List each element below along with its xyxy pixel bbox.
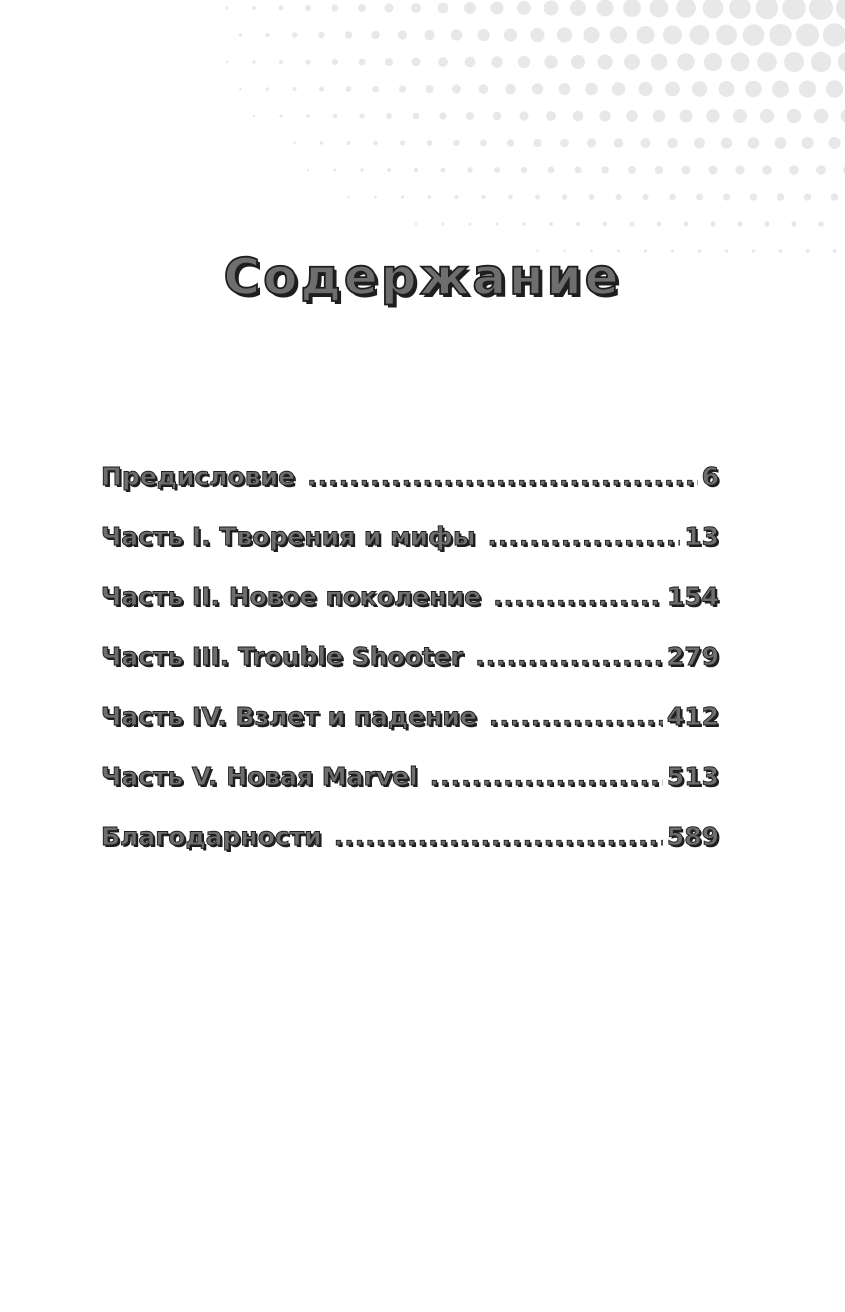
halftone-dot (571, 55, 585, 69)
halftone-dot (603, 222, 607, 226)
halftone-dot (782, 0, 805, 20)
halftone-dot (400, 140, 405, 145)
halftone-dot (546, 111, 556, 121)
halftone-dot (784, 52, 804, 72)
halftone-dot (373, 141, 378, 146)
halftone-dot (265, 33, 269, 37)
halftone-dot (597, 0, 614, 16)
toc-dot-leader (307, 462, 698, 491)
halftone-dot (507, 139, 514, 146)
halftone-dot (716, 25, 737, 46)
halftone-dot (804, 193, 812, 201)
halftone-dot (682, 166, 691, 175)
halftone-dot (466, 112, 474, 120)
halftone-dot (756, 0, 779, 19)
halftone-dot (305, 5, 311, 11)
halftone-dot (748, 137, 760, 149)
halftone-dot (769, 24, 791, 46)
halftone-dot (623, 0, 641, 17)
toc-entry-label: Часть I. Творения и мифы (101, 522, 476, 551)
halftone-dot (626, 110, 638, 122)
halftone-dot (535, 194, 540, 199)
halftone-dot (266, 87, 269, 90)
halftone-dot (589, 194, 595, 200)
toc-page-number: 13 (684, 522, 719, 551)
halftone-dot (576, 222, 580, 226)
halftone-dot (828, 137, 840, 149)
halftone-dot (332, 59, 338, 65)
toc-entry-part-5[interactable] (101, 762, 719, 822)
halftone-dot (597, 54, 612, 69)
halftone-dot (651, 54, 668, 71)
halftone-dot (386, 113, 392, 119)
halftone-dot (414, 168, 418, 172)
toc-entry-label: Часть III. Trouble Shooter (101, 642, 464, 671)
halftone-dot (253, 115, 255, 117)
halftone-dot (427, 140, 433, 146)
halftone-dot (544, 55, 557, 68)
halftone-dot (764, 221, 769, 226)
halftone-dot (465, 57, 476, 68)
toc-entry-part-3[interactable] (101, 642, 719, 702)
halftone-dot (680, 110, 693, 123)
toc-entry-label: Часть IV. Взлет и падение (101, 702, 477, 731)
halftone-dot (438, 3, 449, 14)
halftone-dot (650, 0, 669, 17)
halftone-dot (544, 1, 559, 16)
halftone-dot (791, 221, 797, 227)
halftone-dot (292, 32, 297, 37)
halftone-dot (441, 168, 446, 173)
halftone-dot (307, 169, 309, 171)
halftone-dot (684, 222, 689, 227)
halftone-dot (737, 221, 742, 226)
halftone-dot (811, 52, 831, 72)
halftone-dot (814, 109, 829, 124)
halftone-dot (642, 194, 648, 200)
halftone-dot (442, 223, 445, 226)
halftone-dot (735, 165, 744, 174)
halftone-dot (585, 83, 598, 96)
halftone-dot (292, 87, 296, 91)
toc-entry-part-2[interactable] (101, 582, 719, 642)
halftone-dot (614, 138, 624, 148)
halftone-dot (665, 82, 680, 97)
toc-dot-leader (489, 702, 663, 731)
halftone-dot (762, 165, 771, 174)
halftone-dot (694, 138, 705, 149)
halftone-dot (451, 29, 462, 40)
halftone-dot (826, 80, 843, 97)
halftone-dot (560, 139, 569, 148)
halftone-dot (425, 85, 433, 93)
halftone-dot (636, 26, 654, 44)
page-title: Содержание (223, 248, 622, 306)
halftone-dot (495, 222, 498, 225)
halftone-dot (574, 166, 581, 173)
halftone-dot (530, 28, 544, 42)
halftone-dot (318, 32, 324, 38)
halftone-dot (743, 24, 765, 46)
toc-entry-preface[interactable] (101, 462, 719, 522)
halftone-dot (399, 85, 406, 92)
halftone-dot (239, 33, 242, 36)
table-of-contents (101, 462, 719, 882)
halftone-dot (823, 23, 845, 46)
halftone-dot (305, 59, 310, 64)
halftone-dot (655, 166, 663, 174)
halftone-dot (612, 82, 625, 95)
halftone-dot (452, 85, 461, 94)
toc-dot-leader (334, 822, 663, 851)
halftone-dot (831, 193, 839, 201)
halftone-dot (692, 81, 708, 97)
halftone-dot (718, 81, 734, 97)
halftone-dot (657, 222, 662, 227)
toc-entry-part-4[interactable] (101, 702, 719, 762)
halftone-dot (226, 7, 229, 10)
halftone-dot (491, 2, 504, 15)
halftone-dot (570, 0, 586, 16)
halftone-dot (745, 81, 762, 98)
halftone-dot (760, 109, 774, 123)
halftone-dot (424, 30, 434, 40)
halftone-dot (372, 86, 379, 93)
halftone-dot (559, 83, 571, 95)
halftone-dot (306, 114, 310, 118)
halftone-dot (415, 223, 418, 226)
halftone-dot (226, 61, 229, 64)
toc-entry-acknowledgements[interactable] (101, 822, 719, 882)
halftone-dot (704, 53, 722, 71)
halftone-dot (279, 60, 283, 64)
halftone-dot (583, 27, 599, 43)
halftone-dot (690, 25, 710, 45)
halftone-dot (549, 222, 553, 226)
halftone-dot (587, 138, 596, 147)
halftone-dot (477, 29, 489, 41)
halftone-dot (385, 58, 393, 66)
halftone-dot (775, 137, 787, 149)
halftone-dot (787, 109, 802, 124)
halftone-dot (615, 194, 621, 200)
halftone-dot (346, 86, 352, 92)
halftone-dot (479, 84, 489, 94)
halftone-dot (733, 109, 747, 123)
halftone-dot (358, 4, 366, 12)
halftone-dot (360, 168, 363, 171)
halftone-dot (293, 142, 296, 145)
halftone-dot (517, 1, 531, 15)
halftone-dot (464, 2, 476, 14)
halftone-dot (640, 138, 650, 148)
halftone-dot (667, 138, 678, 149)
halftone-dot (772, 80, 789, 97)
halftone-dot (809, 0, 833, 20)
toc-page-number: 279 (666, 642, 719, 671)
halftone-dot (480, 140, 487, 147)
halftone-dot (505, 84, 515, 94)
halftone-dot (721, 137, 732, 148)
toc-dot-leader (487, 522, 680, 551)
halftone-dot (789, 165, 799, 175)
halftone-dot (401, 195, 404, 198)
halftone-dot (557, 27, 572, 42)
halftone-dot (777, 193, 784, 200)
halftone-dot (573, 111, 584, 122)
halftone-dot (729, 0, 751, 19)
halftone-dot (279, 114, 282, 117)
halftone-dot (706, 109, 719, 122)
halftone-dot (532, 83, 543, 94)
halftone-dot (841, 109, 845, 124)
halftone-dot (548, 167, 555, 174)
halftone-dot (757, 52, 777, 72)
halftone-dot (252, 6, 256, 10)
halftone-dot (801, 137, 813, 149)
halftone-dot (359, 113, 364, 118)
halftone-dot (481, 195, 485, 199)
halftone-dot (333, 114, 338, 119)
halftone-dot (385, 4, 394, 13)
halftone-dot (319, 87, 324, 92)
halftone-dot (599, 110, 610, 121)
halftone-dot (412, 58, 421, 67)
halftone-dot (562, 194, 567, 199)
toc-page-number: 6 (701, 462, 719, 491)
halftone-dot (493, 112, 502, 121)
halftone-dot (703, 0, 724, 18)
halftone-dot (601, 166, 609, 174)
toc-entry-label: Часть II. Новое поколение (101, 582, 482, 611)
halftone-dot (504, 28, 517, 41)
halftone-dot (346, 141, 350, 145)
halftone-dot (334, 169, 337, 172)
halftone-dot (468, 222, 471, 225)
halftone-dot (838, 52, 845, 72)
halftone-dot (628, 166, 636, 174)
halftone-dot (750, 193, 757, 200)
toc-entry-label: Предисловие (101, 462, 296, 491)
halftone-dot (676, 0, 696, 18)
halftone-dot (332, 5, 339, 12)
toc-entry-label: Часть V. Новая Marvel (101, 762, 418, 791)
halftone-dot (374, 196, 377, 199)
toc-page-number: 412 (666, 702, 719, 731)
toc-entry-part-1[interactable] (101, 522, 719, 582)
halftone-dot (455, 195, 459, 199)
halftone-dot (398, 30, 407, 39)
halftone-dot (836, 0, 845, 20)
halftone-dot (371, 31, 379, 39)
halftone-dot (723, 193, 730, 200)
halftone-dot (347, 196, 349, 198)
halftone-dot (453, 140, 459, 146)
halftone-dot (519, 111, 528, 120)
halftone-dot (816, 165, 826, 175)
halftone-dot (411, 3, 421, 13)
halftone-dot (279, 6, 284, 11)
toc-entry-label: Благодарности (101, 822, 322, 851)
toc-page-number: 154 (666, 582, 719, 611)
halftone-dot (252, 60, 255, 63)
halftone-dot (731, 53, 750, 72)
halftone-dot (533, 139, 541, 147)
halftone-dot (630, 222, 635, 227)
halftone-dot (796, 24, 819, 47)
halftone-dot (320, 141, 323, 144)
halftone-dot (522, 222, 526, 226)
halftone-dot (467, 167, 472, 172)
halftone-dot (818, 221, 824, 227)
halftone-dot (508, 195, 513, 200)
halftone-dot (799, 80, 816, 97)
halftone-dot (610, 26, 627, 43)
halftone-dot (358, 58, 365, 65)
halftone-dot (387, 168, 391, 172)
halftone-dot (439, 112, 446, 119)
halftone-dot (710, 221, 715, 226)
toc-dot-leader (430, 762, 663, 791)
toc-dot-leader (475, 642, 663, 671)
halftone-dot (239, 88, 242, 91)
halftone-dot (428, 195, 432, 199)
halftone-dot (413, 113, 420, 120)
halftone-dot (669, 194, 676, 201)
halftone-dot (638, 82, 652, 96)
halftone-dot (518, 56, 530, 68)
halftone-dot (696, 194, 703, 201)
halftone-dot (438, 57, 448, 67)
halftone-dot (653, 110, 665, 122)
halftone-dot (494, 167, 500, 173)
toc-dot-leader (493, 582, 663, 611)
halftone-dot (709, 166, 718, 175)
halftone-dot (345, 31, 352, 38)
halftone-dot (491, 56, 503, 68)
halftone-dot (521, 167, 527, 173)
toc-page-number: 513 (666, 762, 719, 791)
halftone-dot (624, 54, 640, 70)
halftone-dot (663, 25, 682, 44)
halftone-dot (677, 53, 695, 71)
toc-page-number: 589 (666, 822, 719, 851)
